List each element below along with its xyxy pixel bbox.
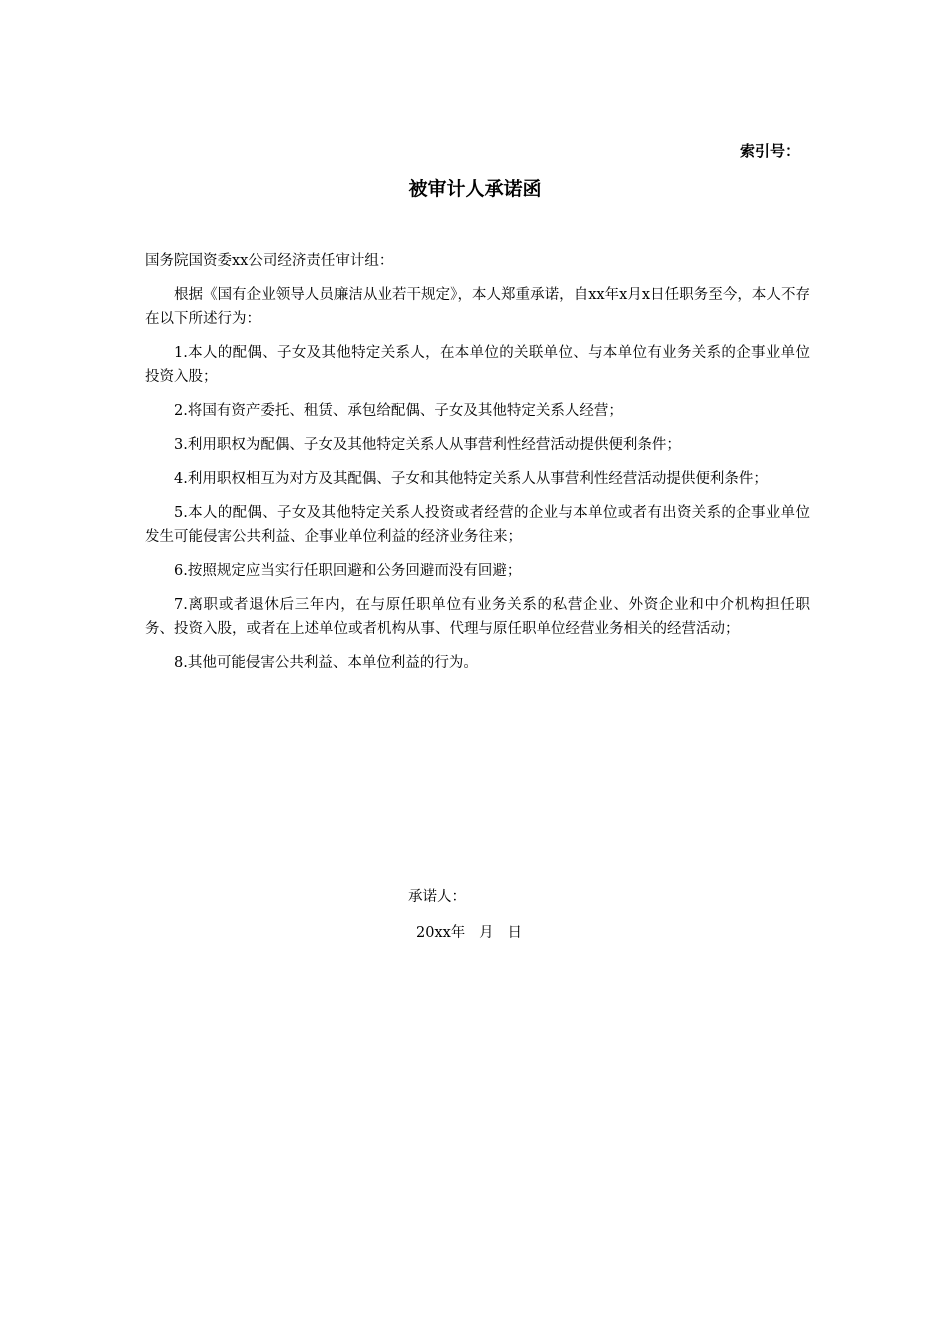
signature-block: [408, 885, 708, 945]
commitment-item-6: 6.按照规定应当实行任职回避和公务回避而没有回避；: [174, 563, 522, 579]
index-number-label: 索引号：: [739, 142, 800, 160]
commitment-item-8: 8.其他可能侵害公共利益、本单位利益的行为。: [174, 655, 478, 671]
date-line: 20xx年 月 日: [416, 925, 522, 941]
document-title: 被审计人承诺函: [408, 178, 542, 200]
promisor-label: 承诺人：: [408, 889, 466, 905]
letter-body: [145, 249, 810, 685]
addressee: 国务院国资委xx公司经济责任审计组：: [145, 253, 394, 269]
intro-paragraph: 根据《国有企业领导人员廉洁从业若干规定》，本人郑重承诺，自xx年x月x日任职务至今，本人不存在以下所述行为：: [145, 287, 810, 327]
commitment-item-5: 5.本人的配偶、子女及其他特定关系人投资或者经营的企业与本单位或者有出资关系的企事业单位发生可能侵害公共利益、企事业单位利益的经济业务往来；: [145, 505, 810, 545]
commitment-item-4: 4.利用职权相互为对方及其配偶、子女和其他特定关系人从事营利性经营活动提供便利条件；: [174, 471, 768, 487]
commitment-item-7: 7.离职或者退休后三年内，在与原任职单位有业务关系的私营企业、外资企业和中介机构担任职务、投资入股，或者在上述单位或者机构从事、代理与原任职单位经营业务相关的经营活动；: [145, 597, 810, 637]
commitment-item-3: 3.利用职权为配偶、子女及其他特定关系人从事营利性经营活动提供便利条件；: [174, 437, 681, 453]
commitment-item-2: 2.将国有资产委托、租赁、承包给配偶、子女及其他特定关系人经营；: [174, 403, 623, 419]
commitment-item-1: 1.本人的配偶、子女及其他特定关系人，在本单位的关联单位、与本单位有业务关系的企事业单位投资入股；: [145, 345, 810, 385]
